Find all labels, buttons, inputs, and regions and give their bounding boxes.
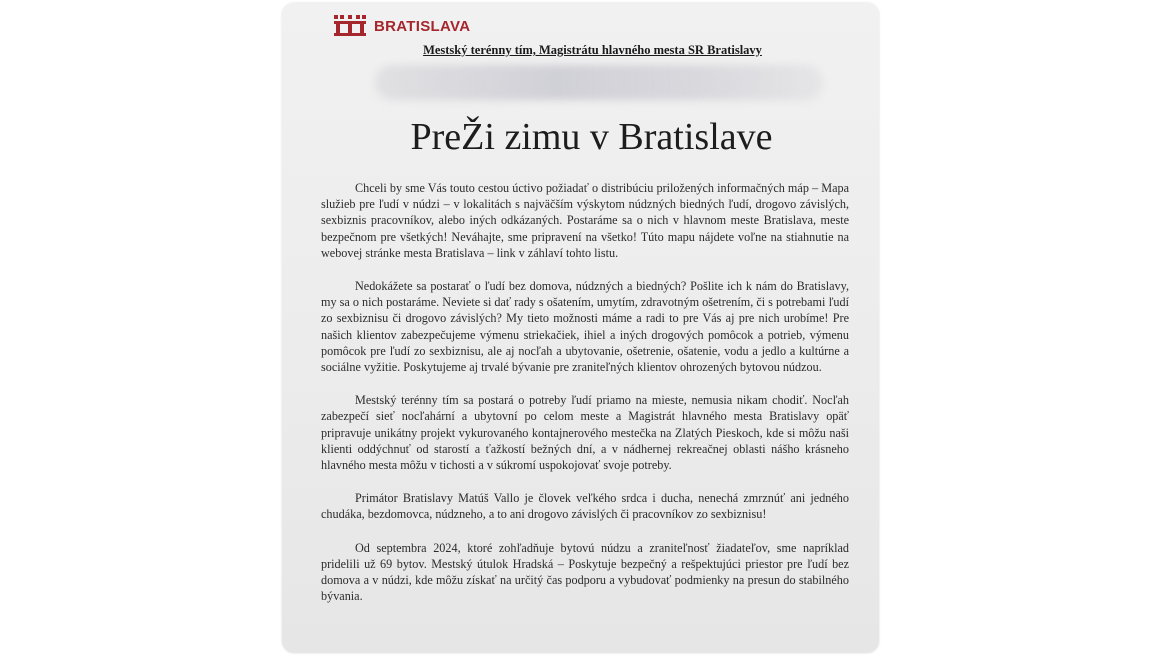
paragraph: Mestský terénny tím sa postará o potreby ľudí priamo na mieste, nemusia nikam chodiť. Nocľah zabezpečí sieť nocľahární a ubytovní po celom meste a Magistrát hlavného mesta Bratislavy opäť pripravuje unikátny projekt vykurovaného kontajnerového mestečka na Zlatých Pieskoch, kde si môžu naši klienti oddýchnuť od starostí a ťažkostí bežných dní, a v nádhernej rekreačnej oblasti nášho krásneho hlavného mesta môžu v tichosti a v súkromí uspokojovať svoje potreby. xyxy=(321,393,849,473)
paragraph: Primátor Bratislavy Matúš Vallo je človek veľkého srdca i ducha, nenechá zmrznúť ani jedného chudáka, bezdomovca, núdzneho, a to ani drogovo závislých či pracovníkov zo sexbiznisu! xyxy=(321,491,849,522)
document-page xyxy=(282,3,879,653)
paragraph: Od septembra 2024, ktoré zohľadňuje bytovú núdzu a zraniteľnosť žiadateľov, sme napríklad pridelili už 69 bytov. Mestský útulok Hradská – Poskytuje bezpečný a rešpektujúci priestor pre ľudí bez domova a v núdzi, kde môžu získať na určitý čas podporu a vybudovať podmienky na presun do stabilného bývania. xyxy=(321,540,849,604)
logo-text: BRATISLAVA xyxy=(374,17,471,35)
page-title: PreŽi zimu v Bratislave xyxy=(410,116,773,158)
department-heading: Mestský terénny tím, Magistrátu hlavného mesta SR Bratislavy xyxy=(423,43,762,57)
paragraph: Nedokážete sa postarať o ľudí bez domova, núdzných a biedných? Pošlite ich k nám do Bratislavy, my sa o nich postaráme. Neviete si dať rady s ošatením, umytím, zdravotným ošetrením, či s potrebami ľudí zo sexbiznisu či drogovo závislých? My tieto možnosti máme a radi to pre Vás aj pre nich urobíme! Pre našich klientov zabezpečujeme výmenu striekačiek, ihiel a iných drogových pomôcok a potrieb, výmenu pomôcok pre ľudí zo sexbiznisu, ale aj nocľah a ubytovanie, ošetrenie, ošatenie, vodu a jedlo a kultúrne a sociálne vyžitie. Poskytujeme aj trvalé bývanie pre zraniteľných klientov ohrozených bytovou núdzou. xyxy=(321,279,849,375)
bratislava-crest-icon xyxy=(334,15,368,37)
letter-body xyxy=(321,180,849,621)
paragraph: Chceli by sme Vás touto cestou úctivo požiadať o distribúciu priložených informačných máp – Mapa služieb pre ľudí v núdzi – v lokalitách s najväčším výskytom núdzných biedných ľudí, drogovo závislých, sexbiznis pracovníkov, alebo iných odkázaných. Postaráme sa o nich v hlavnom meste Bratislava, meste bezpečnom pre všetkých! Neváhajte, sme pripravení na všetko! Túto mapu nájdete voľne na stiahnutie na webovej stránke mesta Bratislava – link v záhlaví tohto listu. xyxy=(321,181,849,260)
redacted-blur xyxy=(375,65,823,100)
bratislava-logo xyxy=(334,15,470,37)
